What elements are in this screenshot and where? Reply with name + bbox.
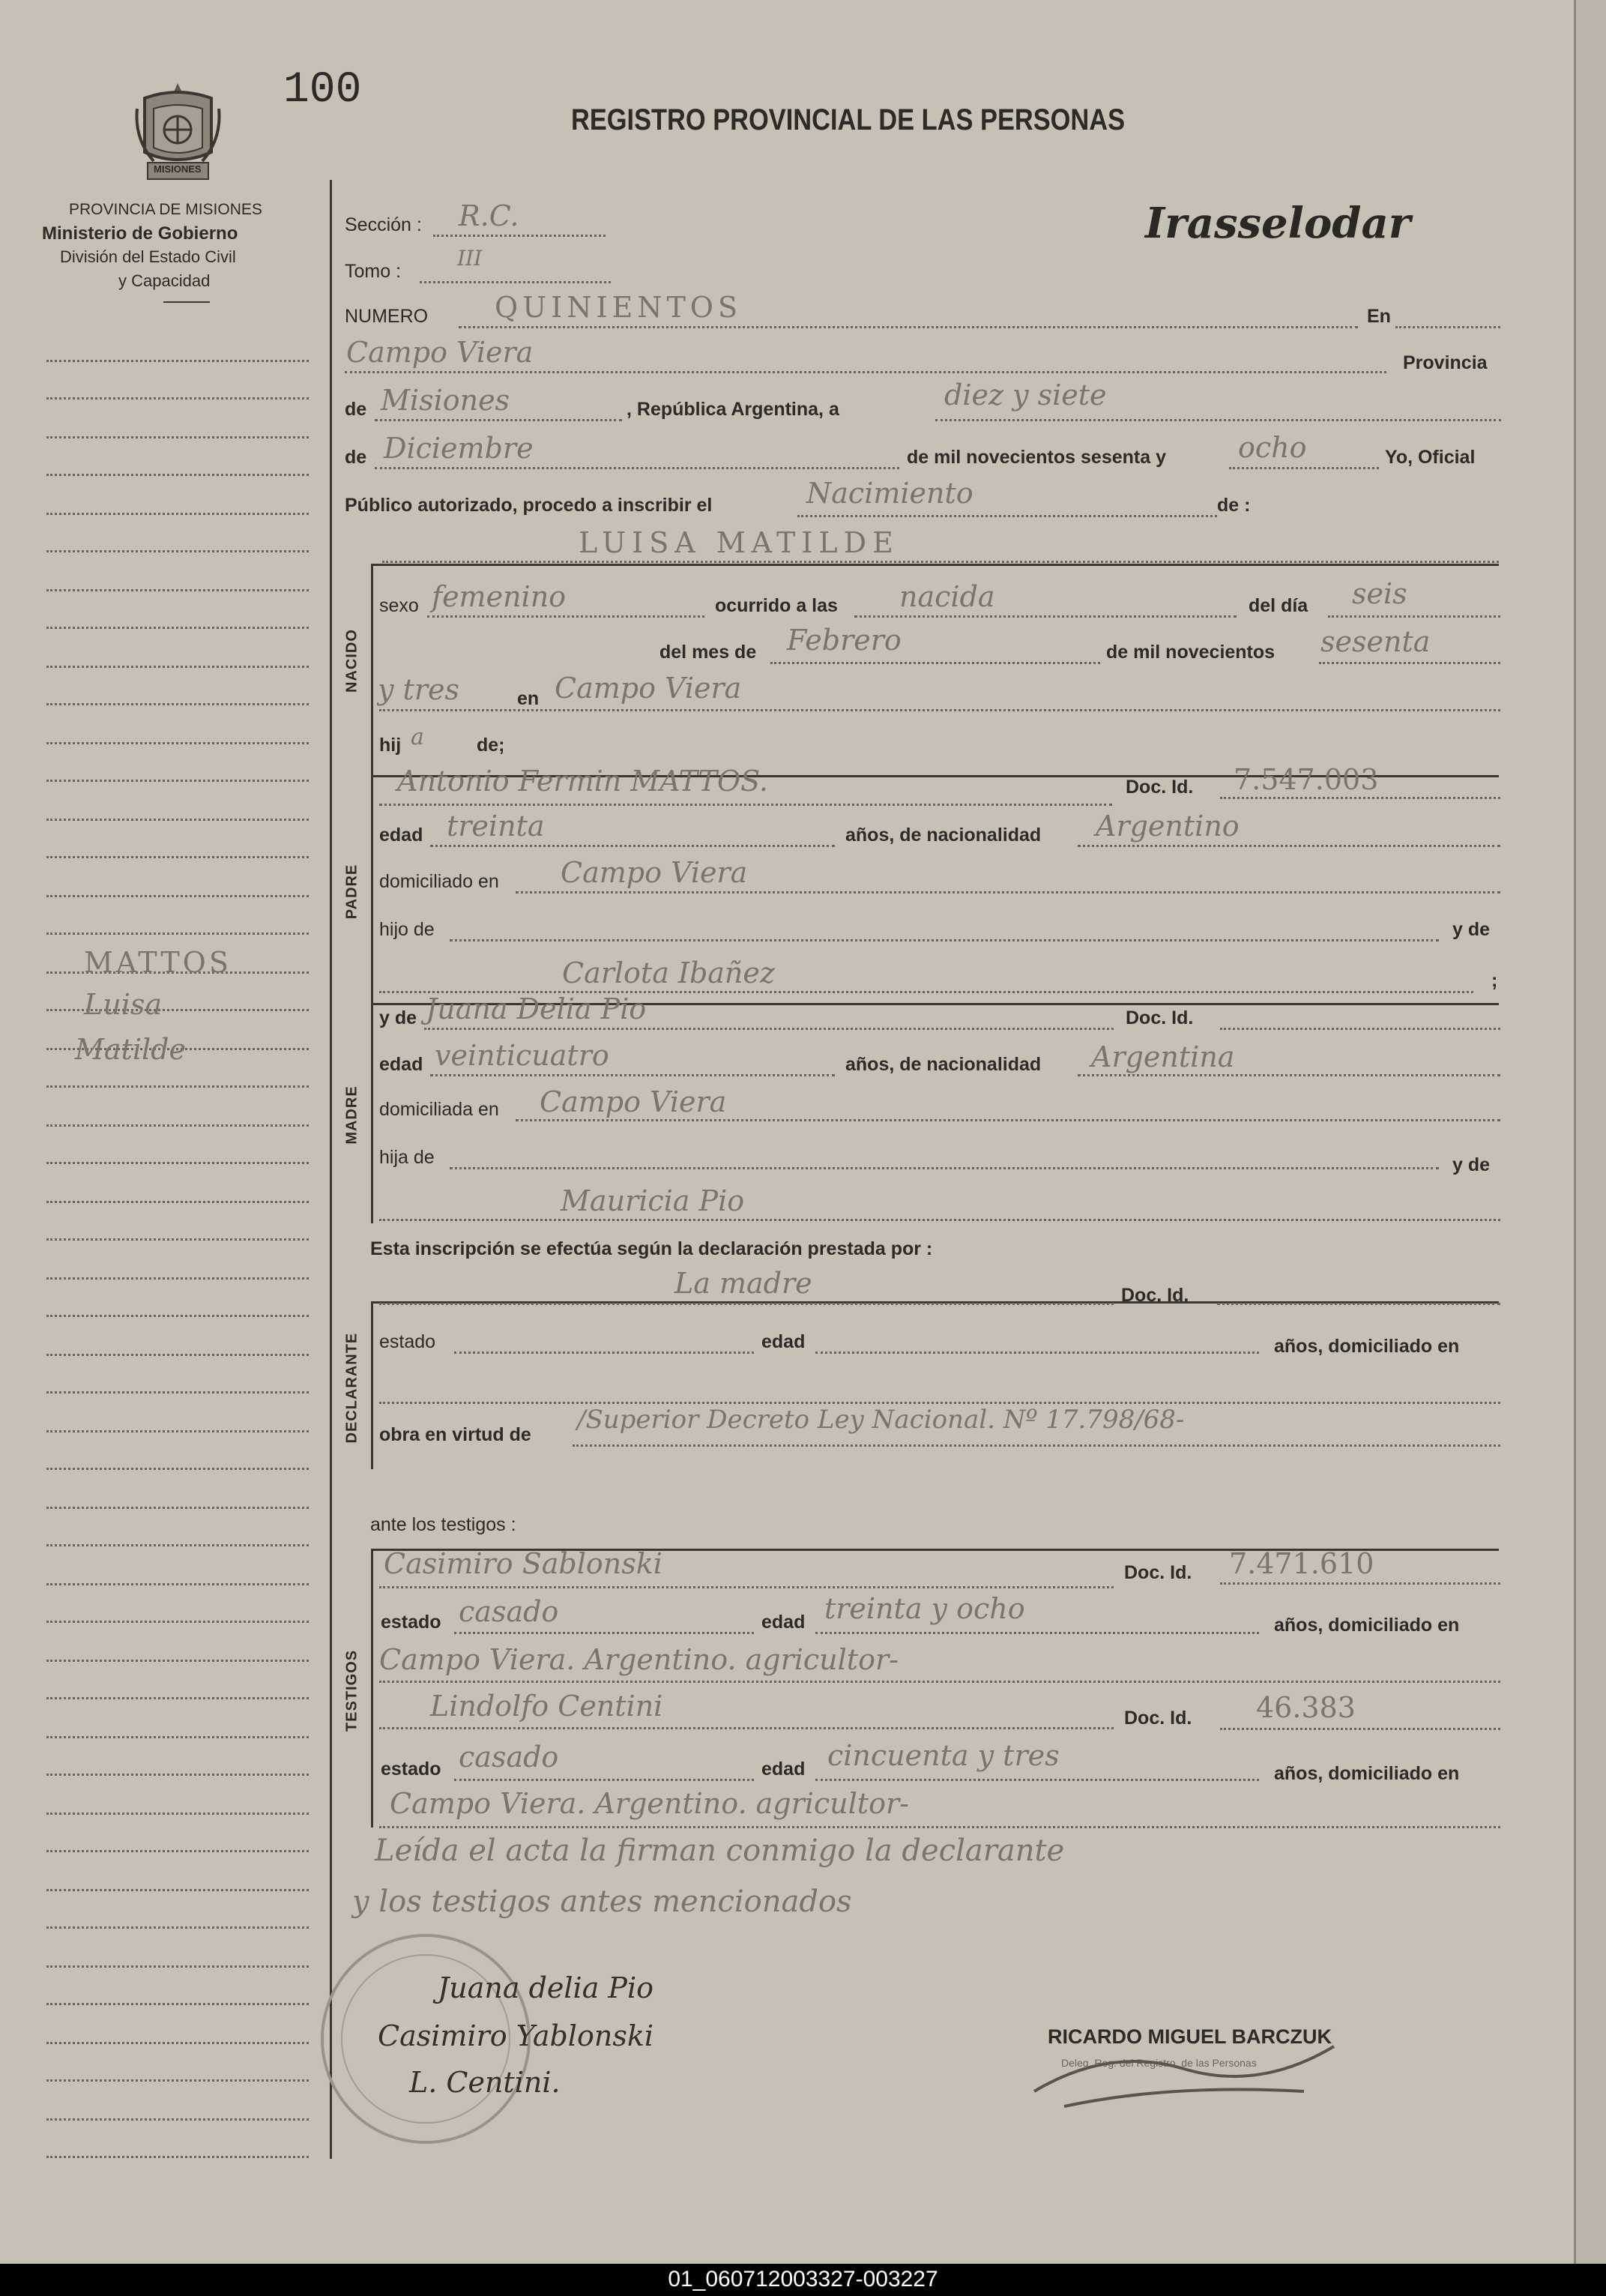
nacido-anio-value: sesenta <box>1320 625 1431 658</box>
padre-section-label: PADRE <box>343 864 360 920</box>
office-line-3: División del Estado Civil <box>60 247 236 266</box>
madre-dom-label: domiciliada en <box>379 1099 499 1120</box>
image-caption-bar <box>0 2264 1606 2296</box>
madre-nac-value: Argentina <box>1091 1040 1235 1073</box>
closing-line-2: y los testigos antes mencionados <box>352 1884 852 1919</box>
hijo-label: hij <box>379 735 402 756</box>
madre-y-de-label: y de <box>379 1007 417 1028</box>
obra-label: obra en virtud de <box>379 1424 531 1445</box>
testigos-section-label: TESTIGOS <box>343 1649 360 1732</box>
registry-title: REGISTRO PROVINCIAL DE LAS PERSONAS <box>571 103 1126 136</box>
numero-value: QUINIENTOS <box>495 291 742 324</box>
padre-dom-label: domiciliado en <box>379 871 499 892</box>
de-label: de <box>345 399 367 420</box>
official-signature-stroke <box>1019 2016 1439 2121</box>
testigo1-doc-label: Doc. Id. <box>1124 1562 1192 1583</box>
testigo2-edad-value: cincuenta y tres <box>827 1739 1060 1772</box>
hijo-de-label: de; <box>477 735 505 756</box>
dia-value: diez y siete <box>944 379 1107 412</box>
tomo-label: Tomo : <box>345 261 402 282</box>
mil-label: de mil novecientos sesenta y <box>907 447 1166 468</box>
acto-value: Nacimiento <box>806 477 973 510</box>
testigo2-doc-value: 46.383 <box>1256 1691 1356 1724</box>
padre-nombre-value: Antonio Fermin MATTOS. <box>397 765 768 798</box>
testigo1-dom-value: Campo Viera. Argentino. agricultor- <box>379 1643 899 1676</box>
nacido-lugar-value: Campo Viera <box>555 672 742 705</box>
main-frame-border <box>330 180 332 2159</box>
testigo2-estado-value: casado <box>459 1741 559 1774</box>
declarante-doc-label: Doc. Id. <box>1121 1285 1189 1306</box>
declarante-edad-label: edad <box>761 1331 806 1352</box>
madre-dom-value: Campo Viera <box>540 1085 727 1118</box>
office-line-1: PROVINCIA DE MISIONES <box>69 201 262 218</box>
testigo1-edad-value: treinta y ocho <box>824 1592 1025 1625</box>
signature-mother: Juana delia Pio <box>438 1971 654 2004</box>
provincia-value: Misiones <box>381 384 510 417</box>
hora-value: nacida <box>899 580 995 613</box>
de2-label: de <box>345 447 367 468</box>
madre-section-label: MADRE <box>343 1085 360 1145</box>
nacido-dia-value: seis <box>1352 577 1407 610</box>
madre-doc-label: Doc. Id. <box>1126 1007 1194 1028</box>
testigo1-dom-label: años, domiciliado en <box>1274 1615 1460 1636</box>
testigos-intro: ante los testigos : <box>370 1514 516 1535</box>
obra-value: /Superior Decreto Ley Nacional. Nº 17.798/68- <box>577 1405 1185 1435</box>
anio-value: ocho <box>1238 431 1307 464</box>
margin-note-line-2: Luisa <box>84 988 163 1021</box>
file-id: 01_060712003327-003227 <box>668 2267 938 2292</box>
official-title: Deleg. Reg. del Registro. de las Personas <box>1061 2057 1257 2069</box>
del-dia-label: del día <box>1249 595 1308 616</box>
official-name: RICARDO MIGUEL BARCZUK <box>1048 2025 1332 2048</box>
margin-note-line-3: Matilde <box>75 1033 186 1066</box>
signature-witness-1: Casimiro Yablonski <box>378 2019 653 2052</box>
testigo2-doc-label: Doc. Id. <box>1124 1708 1192 1729</box>
testigo2-dom-label: años, domiciliado en <box>1274 1763 1460 1784</box>
madre-hija-de-label: hija de <box>379 1147 435 1168</box>
adjacent-page-edge <box>1574 0 1606 2264</box>
declarante-intro: Esta inscripción se efectúa según la declaración prestada por : <box>370 1238 933 1259</box>
mes-label: del mes de <box>659 642 757 663</box>
testigo2-dom-value: Campo Viera. Argentino. agricultor- <box>390 1787 909 1820</box>
en-label: En <box>1367 306 1391 327</box>
seccion-label: Sección : <box>345 214 422 235</box>
lugar-value: Campo Viera <box>346 336 534 369</box>
padre-hijo-de-label: hijo de <box>379 919 435 940</box>
padre-padres-value: Carlota Ibañez <box>562 956 775 989</box>
nacido-anio-cont: y tres <box>378 673 459 706</box>
closing-line-1: Leída el acta la firman conmigo la declarante <box>375 1834 1065 1868</box>
numero-label: NUMERO <box>345 306 429 327</box>
nacido-en-label: en <box>517 688 540 709</box>
header-signature: Irasselodar <box>1145 199 1411 248</box>
declarante-dom-label: años, domiciliado en <box>1274 1336 1460 1357</box>
padre-edad-value: treinta <box>447 810 545 843</box>
padre-dom-value: Campo Viera <box>561 856 748 889</box>
padre-doc-value: 7.547.003 <box>1234 763 1379 796</box>
testigo1-estado-value: casado <box>459 1595 559 1628</box>
padre-nac-label: años, de nacionalidad <box>845 825 1042 846</box>
ocurrido-label: ocurrido a las <box>715 595 838 616</box>
padre-y-de-label: y de <box>1452 919 1491 940</box>
madre-y-de2-label: y de <box>1452 1154 1491 1175</box>
padre-nac-value: Argentino <box>1096 810 1240 843</box>
margin-note-line-1: MATTOS <box>84 946 232 979</box>
declarante-estado-label: estado <box>379 1331 436 1352</box>
publico-label: Público autorizado, procedo a inscribir el <box>345 495 713 516</box>
mes-value: Diciembre <box>384 432 534 465</box>
padre-semicolon: ; <box>1491 970 1498 991</box>
declarante-nombre-value: La madre <box>674 1267 812 1300</box>
nacido-section-label: NACIDO <box>343 629 360 693</box>
tomo-value: III <box>457 246 483 271</box>
testigo2-nombre: Lindolfo Centini <box>430 1690 663 1723</box>
padre-edad-label: edad <box>379 825 423 846</box>
signature-witness-2: L. Centini. <box>409 2066 561 2099</box>
sexo-label: sexo <box>379 595 419 616</box>
testigo1-nombre: Casimiro Sablonski <box>384 1547 662 1580</box>
hijo-suffix: a <box>411 724 424 750</box>
nombre-value: LUISA MATILDE <box>579 526 899 559</box>
madre-padres-value: Mauricia Pio <box>561 1184 745 1217</box>
madre-nac-label: años, de nacionalidad <box>845 1054 1042 1075</box>
nacido-mil-label: de mil novecientos <box>1106 642 1276 663</box>
testigo1-edad-label: edad <box>761 1612 806 1633</box>
seccion-value: R.C. <box>459 199 519 232</box>
padre-doc-label: Doc. Id. <box>1126 777 1194 798</box>
testigo2-edad-label: edad <box>761 1759 806 1780</box>
madre-edad-value: veinticuatro <box>435 1039 609 1072</box>
page-number: 100 <box>283 66 362 115</box>
de3-label: de : <box>1217 495 1251 516</box>
provincia-label: Provincia <box>1403 352 1488 373</box>
seal-text: MISIONES <box>154 163 202 175</box>
declarante-section-label: DECLARANTE <box>343 1332 360 1444</box>
nacido-mes-value: Febrero <box>787 624 902 657</box>
madre-nombre-value: Juana Delia Pio <box>426 992 647 1025</box>
testigo1-estado-label: estado <box>381 1612 441 1633</box>
office-underline <box>163 301 210 303</box>
office-line-4: y Capacidad <box>118 271 211 290</box>
office-line-2: Ministerio de Gobierno <box>42 223 238 244</box>
republica-label: , República Argentina, a <box>627 399 839 420</box>
madre-edad-label: edad <box>379 1054 423 1075</box>
yo-label: Yo, Oficial <box>1385 447 1476 468</box>
testigo2-estado-label: estado <box>381 1759 441 1780</box>
sexo-value: femenino <box>432 580 567 613</box>
testigo1-doc-value: 7.471.610 <box>1229 1547 1374 1580</box>
